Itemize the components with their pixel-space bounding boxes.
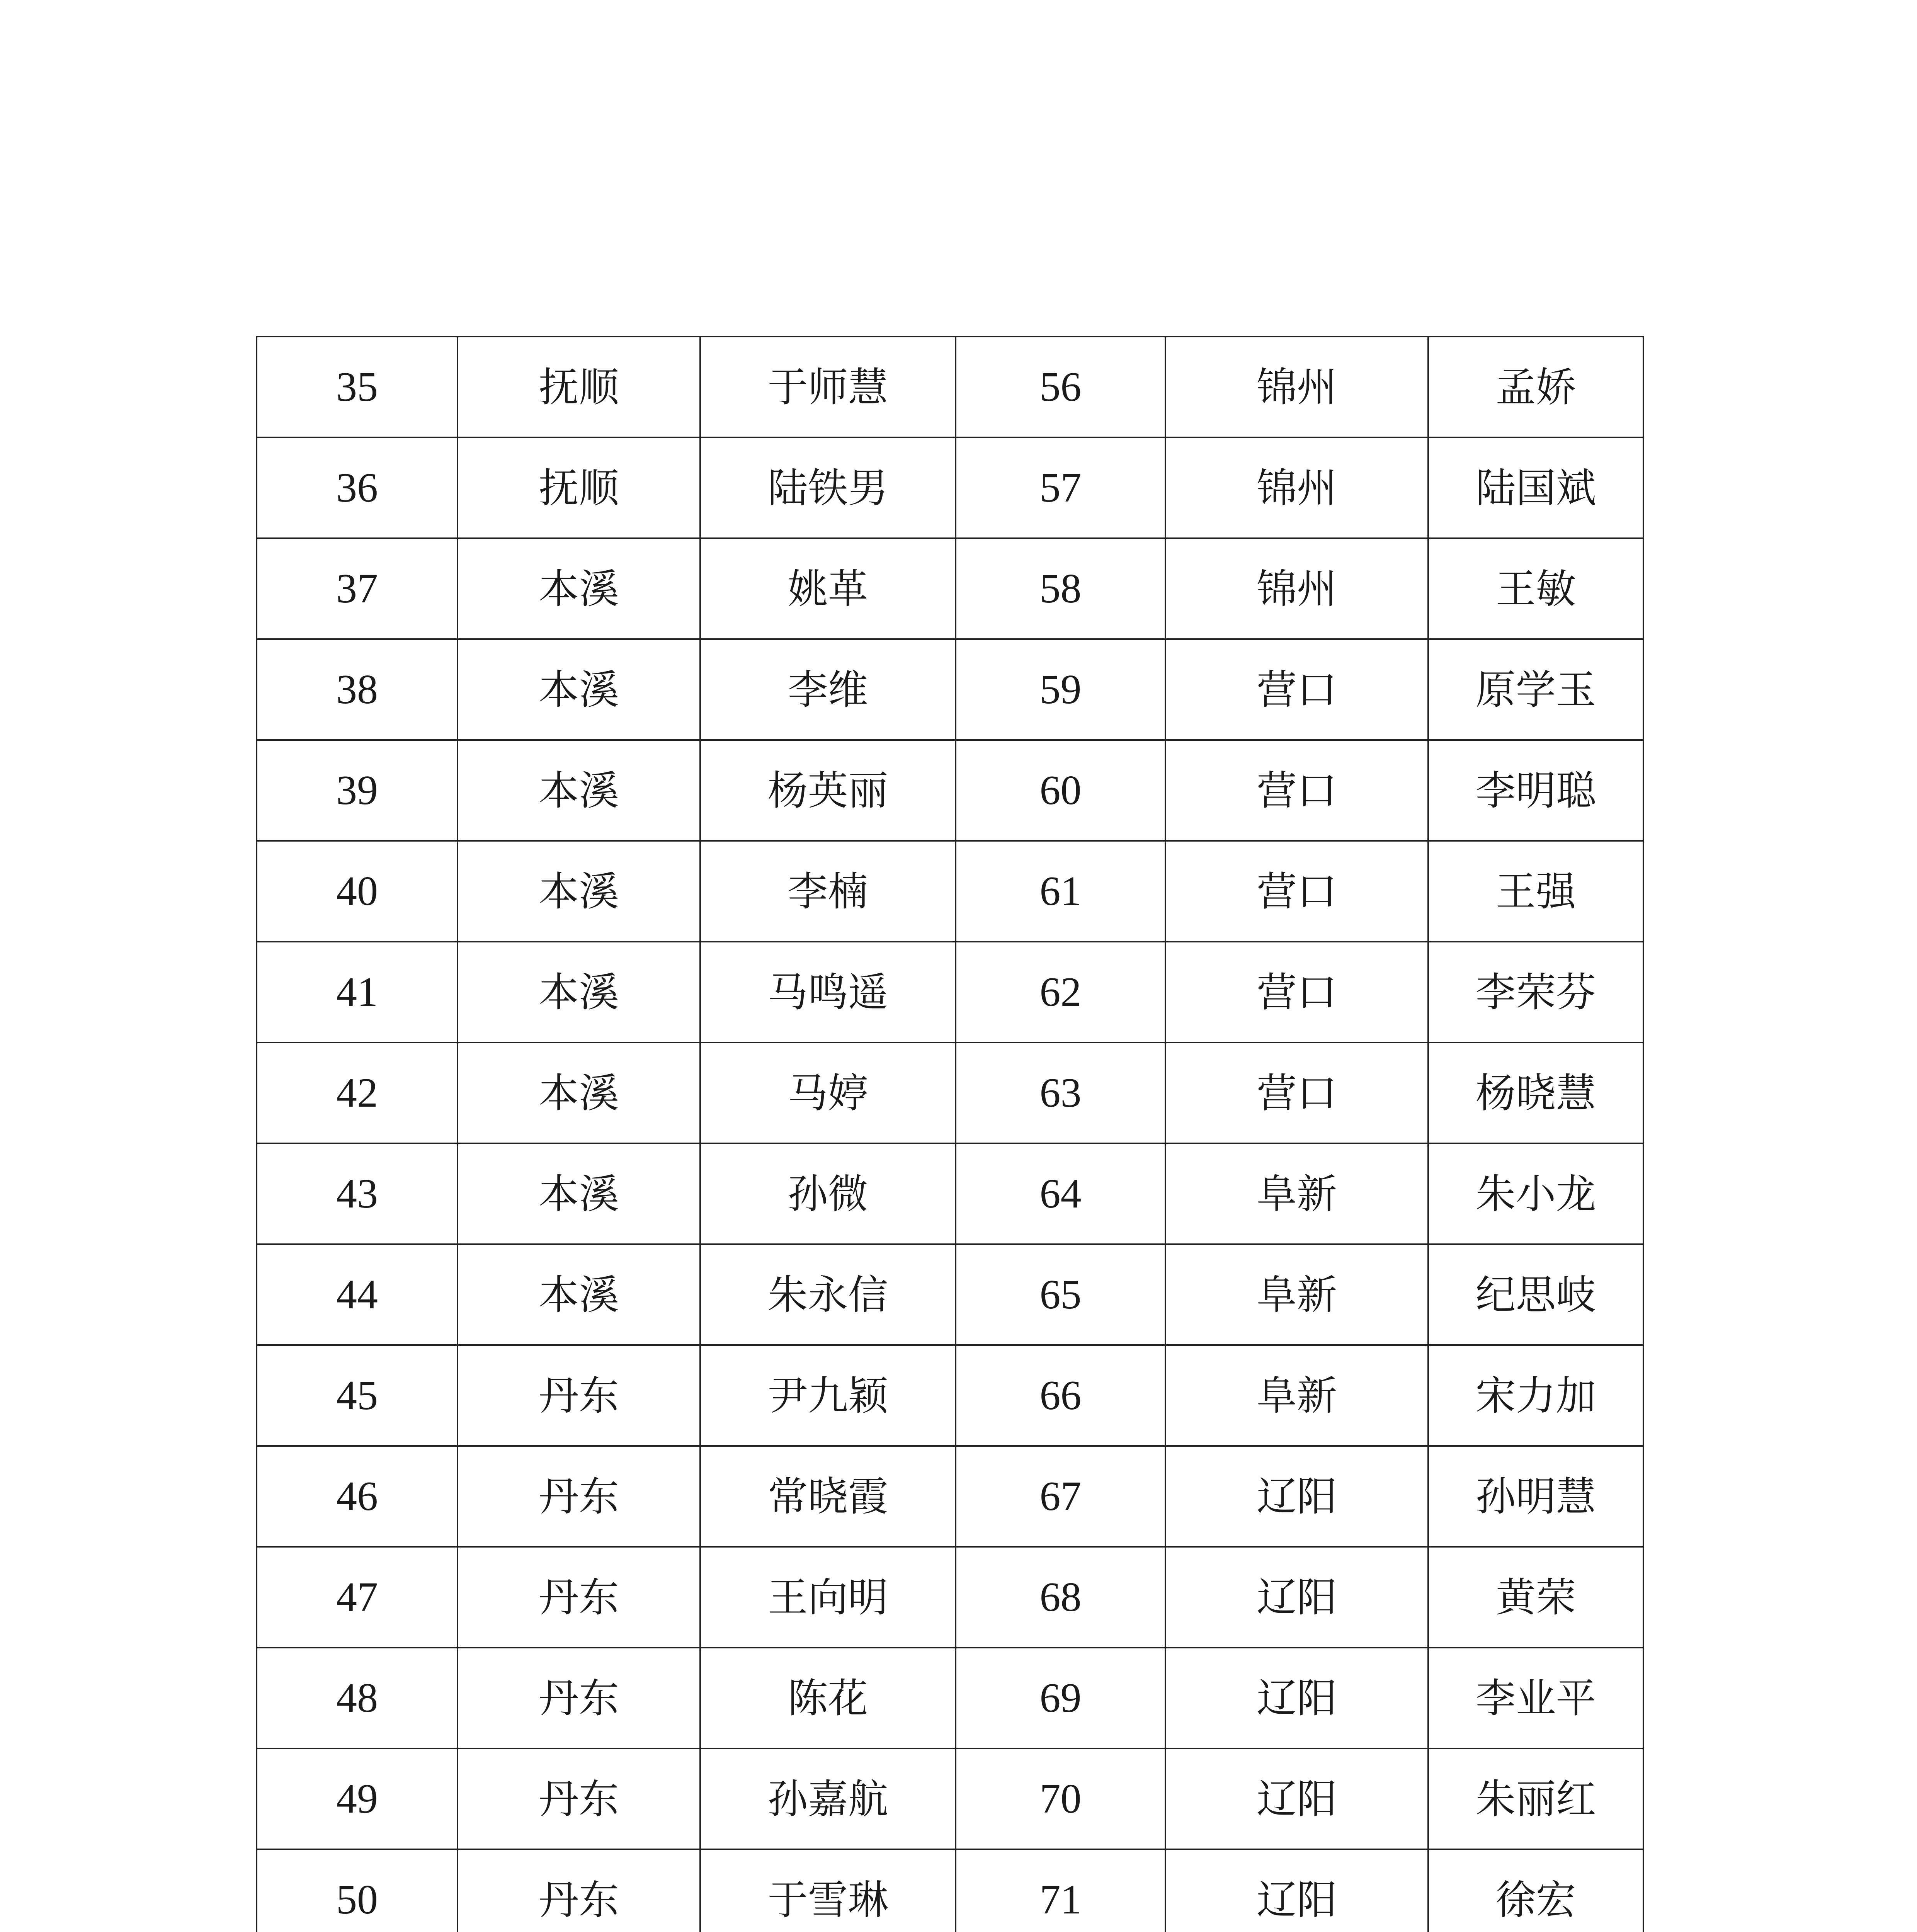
right-serial-number-cell: 65 (956, 1244, 1165, 1345)
right-person-name-cell: 李业平 (1428, 1648, 1643, 1748)
right-person-name-cell: 杨晓慧 (1428, 1043, 1643, 1143)
right-serial-number-cell: 56 (956, 337, 1165, 437)
left-serial-number-cell: 47 (257, 1547, 458, 1648)
left-city-cell: 本溪 (458, 841, 700, 942)
right-serial-number-cell: 67 (956, 1446, 1165, 1547)
table-row (257, 1849, 1643, 1932)
right-serial-number-cell: 58 (956, 538, 1165, 639)
left-person-name-cell: 于师慧 (700, 337, 956, 437)
table-row (257, 1345, 1643, 1446)
roster-table-body (257, 337, 1643, 1932)
left-city-cell: 丹东 (458, 1849, 700, 1932)
left-serial-number-cell: 46 (257, 1446, 458, 1547)
left-city-cell: 丹东 (458, 1748, 700, 1849)
left-city-cell: 本溪 (458, 538, 700, 639)
table-row (257, 1446, 1643, 1547)
left-city-cell: 本溪 (458, 1143, 700, 1244)
right-serial-number-cell: 69 (956, 1648, 1165, 1748)
table-row (257, 942, 1643, 1043)
table-row (257, 1143, 1643, 1244)
right-city-cell: 阜新 (1165, 1143, 1428, 1244)
left-city-cell: 丹东 (458, 1345, 700, 1446)
right-city-cell: 辽阳 (1165, 1648, 1428, 1748)
right-serial-number-cell: 64 (956, 1143, 1165, 1244)
right-person-name-cell: 朱小龙 (1428, 1143, 1643, 1244)
left-person-name-cell: 朱永信 (700, 1244, 956, 1345)
left-serial-number-cell: 48 (257, 1648, 458, 1748)
table-row (257, 1547, 1643, 1648)
left-serial-number-cell: 42 (257, 1043, 458, 1143)
left-city-cell: 本溪 (458, 1043, 700, 1143)
table-row (257, 1244, 1643, 1345)
left-person-name-cell: 马鸣遥 (700, 942, 956, 1043)
left-city-cell: 抚顺 (458, 337, 700, 437)
right-person-name-cell: 原学玉 (1428, 639, 1643, 740)
right-city-cell: 辽阳 (1165, 1748, 1428, 1849)
left-person-name-cell: 李维 (700, 639, 956, 740)
right-serial-number-cell: 68 (956, 1547, 1165, 1648)
left-person-name-cell: 杨英丽 (700, 740, 956, 841)
left-person-name-cell: 于雪琳 (700, 1849, 956, 1932)
right-person-name-cell: 王敏 (1428, 538, 1643, 639)
left-serial-number-cell: 45 (257, 1345, 458, 1446)
left-city-cell: 本溪 (458, 740, 700, 841)
right-person-name-cell: 朱丽红 (1428, 1748, 1643, 1849)
left-person-name-cell: 李楠 (700, 841, 956, 942)
right-city-cell: 营口 (1165, 841, 1428, 942)
left-person-name-cell: 马婷 (700, 1043, 956, 1143)
table-row (257, 437, 1643, 538)
left-person-name-cell: 常晓霞 (700, 1446, 956, 1547)
left-serial-number-cell: 40 (257, 841, 458, 942)
right-serial-number-cell: 59 (956, 639, 1165, 740)
right-serial-number-cell: 60 (956, 740, 1165, 841)
right-city-cell: 营口 (1165, 1043, 1428, 1143)
left-serial-number-cell: 35 (257, 337, 458, 437)
left-city-cell: 丹东 (458, 1547, 700, 1648)
right-person-name-cell: 李荣芬 (1428, 942, 1643, 1043)
left-person-name-cell: 孙微 (700, 1143, 956, 1244)
right-city-cell: 阜新 (1165, 1244, 1428, 1345)
right-serial-number-cell: 70 (956, 1748, 1165, 1849)
table-row (257, 740, 1643, 841)
right-city-cell: 辽阳 (1165, 1547, 1428, 1648)
table-row (257, 841, 1643, 942)
table-row (257, 1648, 1643, 1748)
right-person-name-cell: 孙明慧 (1428, 1446, 1643, 1547)
left-person-name-cell: 尹九颖 (700, 1345, 956, 1446)
right-city-cell: 锦州 (1165, 538, 1428, 639)
right-person-name-cell: 孟娇 (1428, 337, 1643, 437)
left-person-name-cell: 陆铁男 (700, 437, 956, 538)
right-person-name-cell: 徐宏 (1428, 1849, 1643, 1932)
right-city-cell: 营口 (1165, 942, 1428, 1043)
roster-table (256, 336, 1644, 1932)
left-person-name-cell: 孙嘉航 (700, 1748, 956, 1849)
right-serial-number-cell: 66 (956, 1345, 1165, 1446)
left-city-cell: 本溪 (458, 1244, 700, 1345)
right-person-name-cell: 李明聪 (1428, 740, 1643, 841)
left-city-cell: 丹东 (458, 1446, 700, 1547)
right-city-cell: 辽阳 (1165, 1446, 1428, 1547)
right-person-name-cell: 纪思岐 (1428, 1244, 1643, 1345)
left-serial-number-cell: 39 (257, 740, 458, 841)
left-person-name-cell: 姚革 (700, 538, 956, 639)
right-serial-number-cell: 63 (956, 1043, 1165, 1143)
left-serial-number-cell: 44 (257, 1244, 458, 1345)
left-person-name-cell: 王向明 (700, 1547, 956, 1648)
right-city-cell: 阜新 (1165, 1345, 1428, 1446)
left-serial-number-cell: 41 (257, 942, 458, 1043)
left-serial-number-cell: 38 (257, 639, 458, 740)
right-city-cell: 营口 (1165, 639, 1428, 740)
right-serial-number-cell: 71 (956, 1849, 1165, 1932)
right-person-name-cell: 王强 (1428, 841, 1643, 942)
left-serial-number-cell: 49 (257, 1748, 458, 1849)
table-row (257, 337, 1643, 437)
right-city-cell: 锦州 (1165, 337, 1428, 437)
table-row (257, 1043, 1643, 1143)
left-city-cell: 丹东 (458, 1648, 700, 1748)
table-row (257, 538, 1643, 639)
table-row (257, 639, 1643, 740)
left-serial-number-cell: 43 (257, 1143, 458, 1244)
table-row (257, 1748, 1643, 1849)
left-city-cell: 本溪 (458, 639, 700, 740)
left-city-cell: 本溪 (458, 942, 700, 1043)
right-serial-number-cell: 57 (956, 437, 1165, 538)
right-city-cell: 辽阳 (1165, 1849, 1428, 1932)
right-person-name-cell: 宋力加 (1428, 1345, 1643, 1446)
left-serial-number-cell: 37 (257, 538, 458, 639)
right-person-name-cell: 陆国斌 (1428, 437, 1643, 538)
right-city-cell: 营口 (1165, 740, 1428, 841)
left-person-name-cell: 陈花 (700, 1648, 956, 1748)
left-city-cell: 抚顺 (458, 437, 700, 538)
right-serial-number-cell: 62 (956, 942, 1165, 1043)
left-serial-number-cell: 50 (257, 1849, 458, 1932)
left-serial-number-cell: 36 (257, 437, 458, 538)
right-person-name-cell: 黄荣 (1428, 1547, 1643, 1648)
right-serial-number-cell: 61 (956, 841, 1165, 942)
right-city-cell: 锦州 (1165, 437, 1428, 538)
